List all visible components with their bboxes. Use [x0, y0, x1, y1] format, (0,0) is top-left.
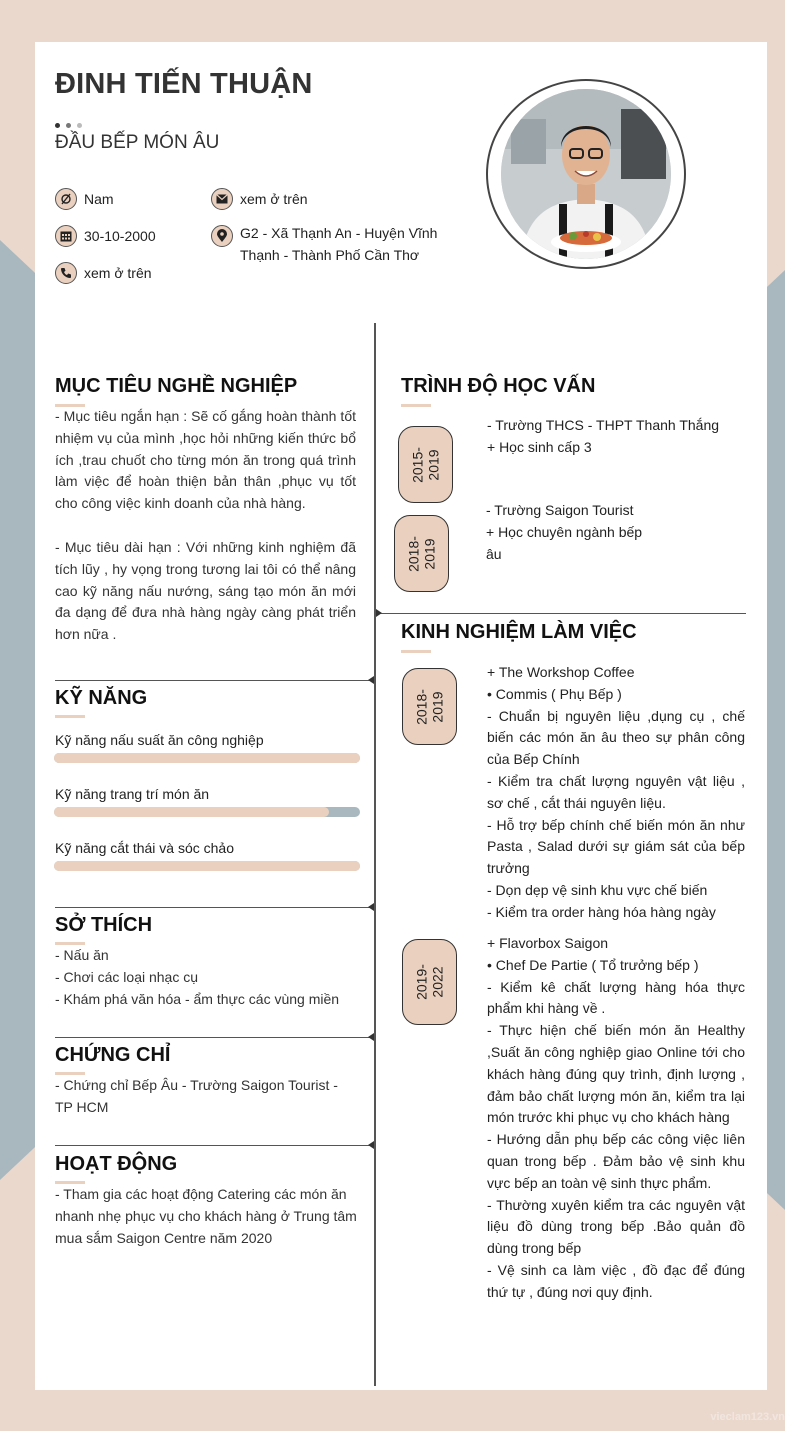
experience-year-badge: 2018-2019: [402, 668, 457, 745]
title-dots: [55, 115, 88, 133]
education-year-badge: 2018-2019: [394, 515, 449, 592]
skill-label: Kỹ năng nấu suất ăn công nghiệp: [55, 732, 264, 748]
candidate-name: ĐINH TIẾN THUẬN: [55, 68, 313, 100]
cv-page: [35, 42, 767, 1390]
hobbies-list: [55, 945, 355, 1010]
skill-bar: [54, 807, 360, 817]
experience-year-badge: 2019-2022: [402, 939, 457, 1025]
experience-title: KINH NGHIỆM LÀM VIỆC: [401, 621, 637, 643]
job-title: ĐẦU BẾP MÓN ÂU: [55, 132, 220, 153]
avatar-frame: [486, 79, 686, 269]
divider-arrow: [376, 609, 382, 617]
skill-label: Kỹ năng cắt thái và sóc chảo: [55, 840, 234, 856]
objective-title: MỤC TIÊU NGHỀ NGHIỆP: [55, 375, 298, 397]
left-divider: [55, 680, 374, 681]
hobby-item: - Khám phá văn hóa - ẩm thực các vùng miền: [55, 990, 340, 1007]
address-value: G2 - Xã Thạnh An - Huyện Vĩnh Thạnh - Thành Phố Cần Thơ: [240, 225, 438, 263]
hobby-item: - Nấu ăn: [55, 947, 109, 963]
objective-long-term: - Mục tiêu dài hạn : Với những kinh nghiệm đã tích lũy , hy vọng trong tương lai tôi có thể nâng cao kỹ năng nấu nướng, sáng tạo món ăn mới đa dạng để đưa nhà hàng ngày càng phát triển hơn nữa .: [55, 539, 356, 643]
gender-value: Nam: [84, 191, 114, 207]
education-year-badge: 2015-2019: [398, 426, 453, 503]
left-divider: [55, 1145, 374, 1146]
hobby-item: - Chơi các loại nhạc cụ: [55, 968, 199, 985]
column-divider: [374, 323, 376, 1386]
skill-level-fill: [54, 753, 360, 763]
activities-text: - Tham gia các hoạt động Catering các món ăn nhanh nhẹ phục vụ cho khách hàng ở Trung tâm mua sắm Saigon Centre năm 2020: [55, 1186, 357, 1246]
education-entry: - Trường THCS - THPT Thanh Thắng + Học sinh cấp 3: [487, 417, 720, 455]
phone-icon: [55, 262, 77, 284]
skill-level-fill: [54, 861, 360, 871]
location-pin-icon: [211, 225, 233, 247]
certificates-title: CHỨNG CHỈ: [55, 1044, 171, 1066]
calendar-icon: [55, 225, 77, 247]
activities-title: HOẠT ĐỘNG: [55, 1153, 178, 1175]
email-value: xem ở trên: [240, 191, 308, 207]
email-icon: [211, 188, 233, 210]
objective-short-term: - Mục tiêu ngắn hạn : Sẽ cố gắng hoàn thành tốt nhiệm vụ của mình ,học hỏi những kiến thức bổ ích ,trau chuốt cho từng món ăn trong quá trình làm việc để hoàn thiện bản thân ,phục vụ tốt cho công việc kinh doanh của nhà hàng.: [55, 408, 356, 512]
education-title: TRÌNH ĐỘ HỌC VẤN: [401, 375, 596, 397]
dob-value: 30-10-2000: [84, 228, 156, 244]
gender-icon: [55, 188, 77, 210]
skill-label: Kỹ năng trang trí món ăn: [55, 786, 210, 802]
experience-entry: + Flavorbox Saigon • Chef De Partie ( Tổ trưởng bếp ) - Kiểm kê chất lượng hàng hóa thực phẩm khi hàng về . - Thực hiện chế biến món ăn Healthy ,Suất ăn công nghiệp giao Online tới cho khách hàng đúng quy trình, định lượng , đảm bảo chất lượng món ăn, kiểm tra lại món trước khi phục vụ cho khách hàng - Hướng dẫn phụ bếp các công việc liên quan trong bếp . Đảm bảo vệ sinh khu vực bếp an toàn vệ sinh thực phẩm. - Thường xuyên kiểm tra các nguyên vật liệu đồ dùng trong bếp .Bảo quản đồ dùng trong bếp - Vệ sinh ca làm việc , đồ đạc để đúng thứ tự , đúng nơi quy định.: [487, 935, 745, 1300]
certificate-text: - Chứng chỉ Bếp Âu - Trường Saigon Tourist - TP HCM: [55, 1077, 338, 1115]
avatar: [501, 89, 671, 259]
skill-bar: [54, 753, 360, 763]
hobbies-title: SỞ THÍCH: [55, 914, 153, 936]
experience-entry: + The Workshop Coffee • Commis ( Phụ Bếp ) - Chuẩn bị nguyên liệu ,dụng cụ , chế biến các món ăn âu theo sự phân công của Bếp Chính - Kiểm tra chất lượng nguyên vật liệu , sơ chế , cắt thái nguyên liệu. - Hỗ trợ bếp chính chế biến món ăn như Pasta , Salad dưới sự giám sát của bếp trưởng - Dọn dẹp vệ sinh khu vực chế biến - Kiểm tra order hàng hóa hàng ngày: [487, 664, 745, 920]
skill-bar: [54, 861, 360, 871]
left-divider: [55, 1037, 374, 1038]
skill-level-fill: [54, 807, 329, 817]
right-section-divider: [376, 613, 746, 614]
education-entry: - Trường Saigon Tourist + Học chuyên ngành bếp âu: [486, 502, 643, 562]
skills-title: KỸ NĂNG: [55, 687, 148, 709]
watermark: vieclam123.vn: [710, 1411, 785, 1423]
phone-value: xem ở trên: [84, 265, 152, 281]
left-divider: [55, 907, 374, 908]
